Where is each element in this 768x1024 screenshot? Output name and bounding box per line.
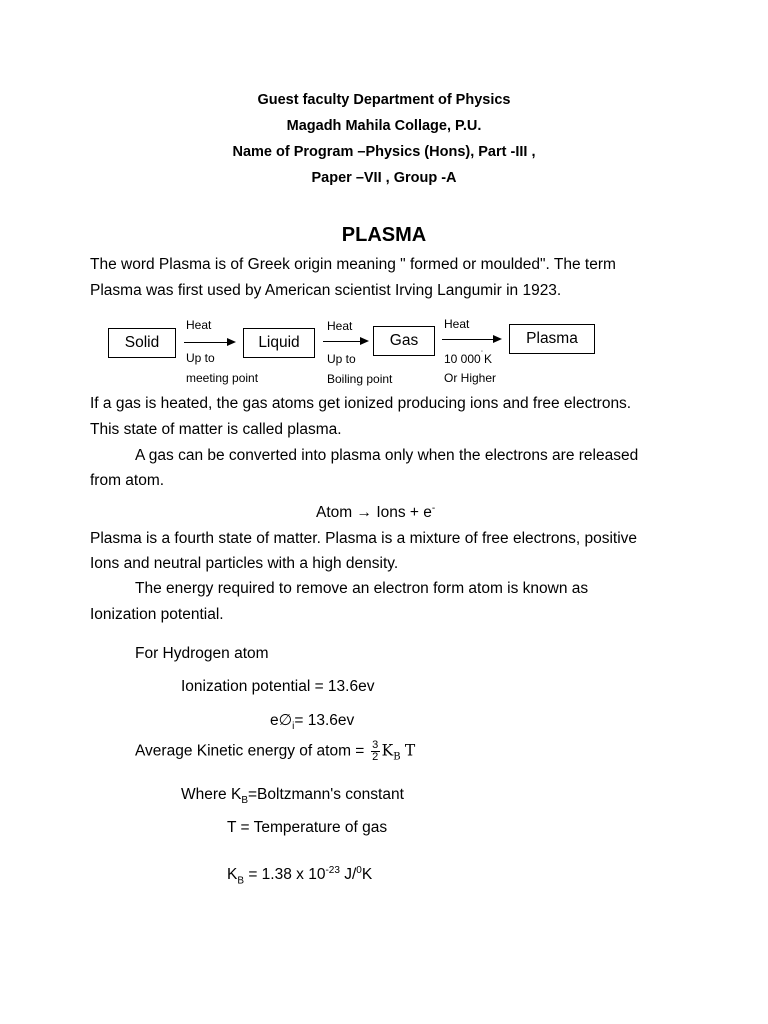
box-solid: Solid	[108, 328, 176, 358]
paragraph-3-line-2: Ions and neutral particles with a high density.	[90, 555, 399, 572]
header-program: Name of Program –Physics (Hons), Part -III ,	[232, 144, 536, 160]
paragraph-3-line-1: Plasma is a fourth state of matter. Plasma is a mixture of free electrons, positive	[90, 530, 638, 547]
paragraph-1-line-1: If a gas is heated, the gas atoms get ionized producing ions and free electrons.	[90, 395, 632, 412]
box-plasma: Plasma	[509, 324, 595, 354]
transition-2-label-1: Up to	[327, 352, 356, 366]
box-gas: Gas	[373, 326, 435, 356]
ionization-equation: Atom → Ions + e-	[316, 503, 436, 522]
transition-3-label-1: 10 000˙K	[444, 350, 493, 366]
arrow-gas-to-plasma	[442, 339, 502, 341]
intro-line-2: Plasma was first used by American scientist Irving Langumir in 1923.	[90, 282, 562, 299]
box-liquid: Liquid	[243, 328, 315, 358]
header-college: Magadh Mahila Collage, P.U.	[286, 118, 482, 134]
arrow-liquid-to-gas	[323, 341, 369, 343]
arrow-solid-to-liquid	[184, 342, 236, 344]
boltzmann-definition: Where $K_B=Boltzmann's$ constant	[181, 786, 404, 807]
transition-2-heat: Heat	[327, 319, 353, 333]
fraction-three-halves: $\frac{3}{2}$	[372, 739, 379, 763]
transition-2-label-2: Boiling point	[327, 372, 393, 386]
kinetic-energy-equation: Average Kinetic energy of atom = $\frac{3}{2}$ $K_B$ T	[135, 739, 416, 763]
header-paper: Paper –VII , Group -A	[311, 170, 457, 186]
ionization-potential-value: Ionization potential = 13.6ev	[181, 678, 375, 695]
transition-1-label-1: Up to	[186, 351, 215, 365]
transition-1-label-2: meeting point	[186, 371, 259, 385]
paragraph-2-line-2: from atom.	[90, 472, 165, 489]
paragraph-1-line-2: This state of matter is called plasma.	[90, 421, 342, 438]
boltzmann-value: $K_B = 1.38$ x $10^{-23}$ J/$^0$K	[227, 865, 373, 887]
paragraph-4-line-2: Ionization potential.	[90, 606, 224, 623]
paragraph-2-line-1: A gas can be converted into plasma only when the electrons are released	[135, 447, 639, 464]
intro-line-1: The word Plasma is of Greek origin meaning " formed or moulded". The term	[90, 256, 616, 273]
page-title: PLASMA	[341, 224, 427, 246]
paragraph-4-line-1: The energy required to remove an electron form atom is known as	[135, 580, 589, 597]
temperature-definition: T = Temperature of gas	[227, 819, 388, 836]
transition-3-label-2: Or Higher	[444, 371, 497, 385]
header-institution: Guest faculty Department of Physics	[257, 92, 511, 108]
right-arrow-icon: →	[356, 504, 372, 522]
ephi-equation: $e\emptyset_i= 13.6ev$	[270, 712, 355, 733]
hydrogen-heading: For Hydrogen atom	[135, 645, 269, 662]
transition-3-heat: Heat	[444, 317, 470, 331]
transition-1-heat: Heat	[186, 318, 212, 332]
